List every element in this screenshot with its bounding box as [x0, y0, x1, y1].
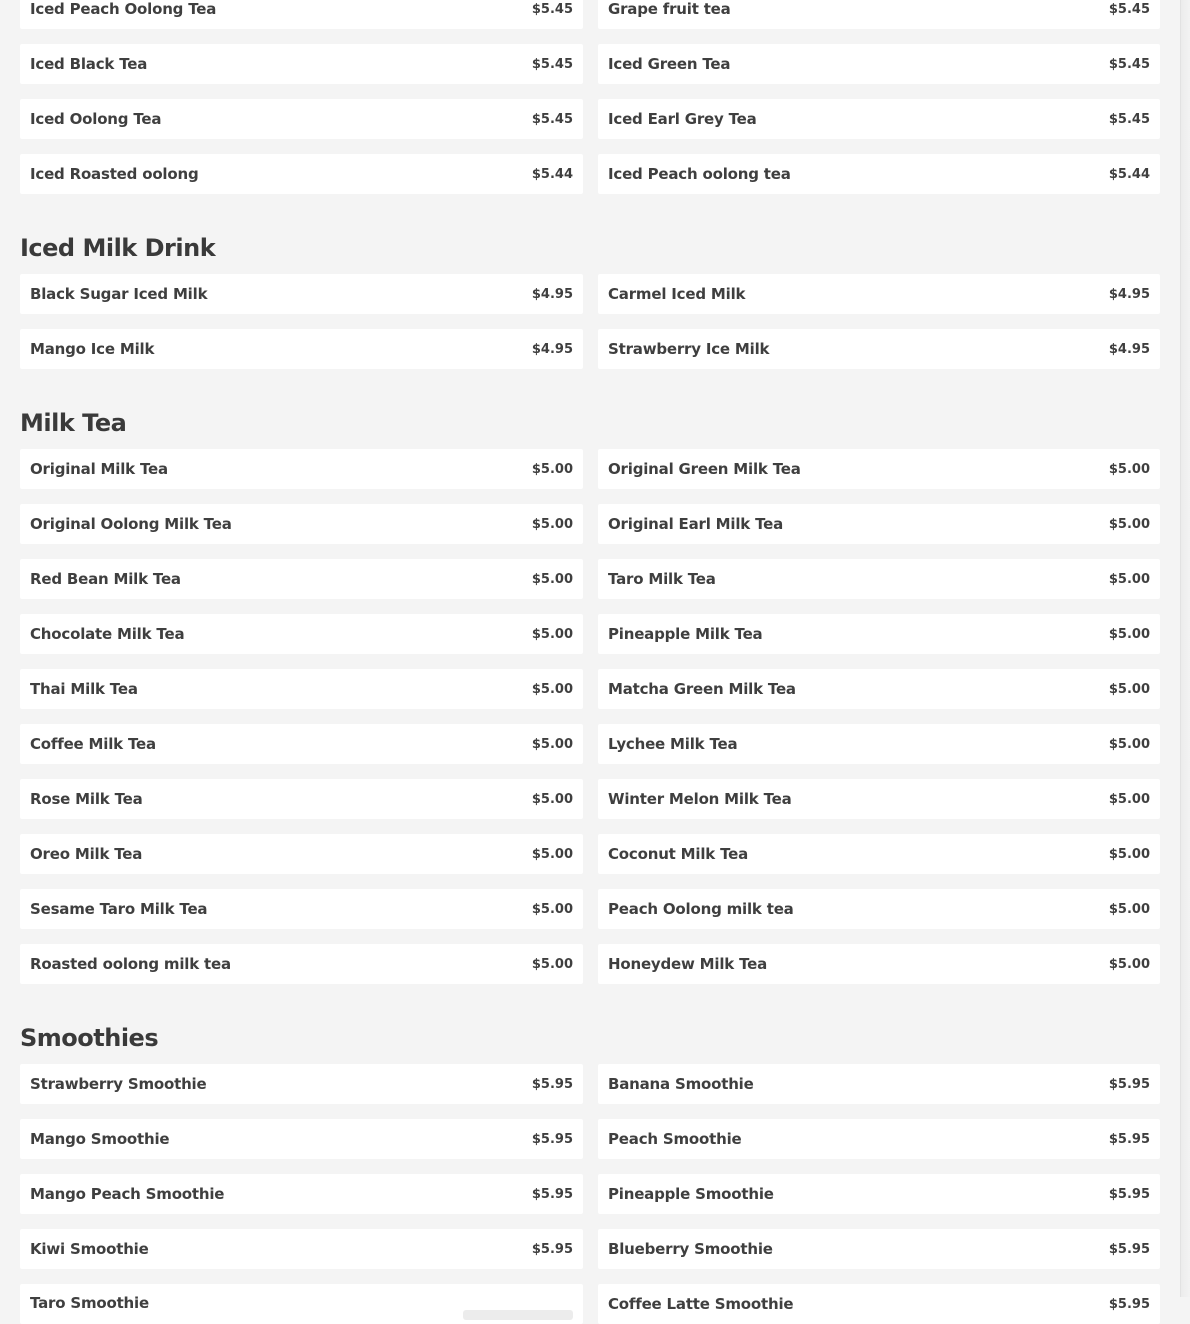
menu-item-name: Black Sugar Iced Milk — [30, 285, 208, 303]
menu-section — [0, 194, 1180, 369]
menu-items-grid — [20, 1064, 1160, 1324]
menu-item-price: $5.45 — [1108, 1, 1150, 17]
menu-item-name: Iced Peach oolong tea — [608, 165, 791, 183]
menu-item-name: Mango Peach Smoothie — [30, 1185, 225, 1203]
menu-item-price: $5.95 — [1108, 1131, 1150, 1147]
menu-item-price: $5.00 — [1108, 736, 1150, 752]
menu-item[interactable] — [20, 449, 583, 489]
menu-item-name: Original Oolong Milk Tea — [30, 515, 232, 533]
menu-item-name: Sesame Taro Milk Tea — [30, 900, 208, 918]
menu-item[interactable] — [598, 834, 1160, 874]
section-title: Iced Milk Drink — [20, 234, 216, 262]
menu-item-name: Original Green Milk Tea — [608, 460, 801, 478]
menu-item-price: $4.95 — [531, 341, 573, 357]
menu-item[interactable] — [598, 44, 1160, 84]
menu-item-name: Red Bean Milk Tea — [30, 570, 181, 588]
menu-item-price: $5.00 — [1108, 461, 1150, 477]
menu-items-grid — [20, 274, 1160, 369]
menu-item-price: $4.95 — [1108, 341, 1150, 357]
menu-item-price: $5.95 — [1108, 1296, 1150, 1312]
menu-item-price: $5.00 — [1108, 956, 1150, 972]
menu-item[interactable] — [20, 1119, 583, 1159]
menu-item[interactable] — [20, 614, 583, 654]
menu-section — [0, 984, 1180, 1324]
menu-item[interactable] — [20, 329, 583, 369]
menu-item-name: Banana Smoothie — [608, 1075, 754, 1093]
menu-item[interactable] — [20, 154, 583, 194]
menu-item-price: $5.00 — [1108, 516, 1150, 532]
menu-item-name: Carmel Iced Milk — [608, 285, 746, 303]
menu-item-price: $5.95 — [1108, 1241, 1150, 1257]
menu-item-name: Thai Milk Tea — [30, 680, 138, 698]
menu-item-name: Kiwi Smoothie — [30, 1240, 149, 1258]
menu-item[interactable] — [598, 504, 1160, 544]
menu-item-price: $5.95 — [531, 1241, 573, 1257]
menu-item[interactable] — [20, 834, 583, 874]
menu-item-name: Oreo Milk Tea — [30, 845, 143, 863]
section-title: Smoothies — [20, 1024, 159, 1052]
menu-item[interactable] — [598, 559, 1160, 599]
menu-item-price: $5.00 — [1108, 626, 1150, 642]
menu-item[interactable] — [598, 1229, 1160, 1269]
menu-item-name: Coconut Milk Tea — [608, 845, 749, 863]
menu-item-name: Iced Peach Oolong Tea — [30, 0, 217, 18]
menu-item[interactable] — [20, 1229, 583, 1269]
menu-item-name: Winter Melon Milk Tea — [608, 790, 792, 808]
menu-item-price: $5.00 — [531, 461, 573, 477]
menu-item-name: Peach Smoothie — [608, 1130, 742, 1148]
menu-item-price: $5.45 — [1108, 56, 1150, 72]
menu-item-price: $5.95 — [531, 1076, 573, 1092]
menu-item-price: $5.00 — [1108, 901, 1150, 917]
menu-item[interactable] — [598, 779, 1160, 819]
menu-item-name: Original Earl Milk Tea — [608, 515, 784, 533]
menu-item[interactable] — [598, 669, 1160, 709]
menu-item-name: Chocolate Milk Tea — [30, 625, 185, 643]
menu-item[interactable] — [598, 614, 1160, 654]
section-title: Milk Tea — [20, 409, 127, 437]
menu-item[interactable] — [20, 779, 583, 819]
menu-item-name: Coffee Milk Tea — [30, 735, 156, 753]
menu-item-price: $5.95 — [531, 1131, 573, 1147]
page-scrollbar[interactable] — [1180, 0, 1190, 1297]
menu-item-price: $5.00 — [531, 956, 573, 972]
menu-item-price: $5.00 — [531, 516, 573, 532]
menu-item-price: $5.00 — [531, 791, 573, 807]
menu-item-name: Taro Milk Tea — [608, 570, 716, 588]
menu-item[interactable] — [598, 0, 1160, 29]
menu-items-grid — [20, 449, 1160, 984]
menu-item[interactable] — [20, 1174, 583, 1214]
menu-item-price: $5.45 — [531, 56, 573, 72]
menu-item[interactable] — [598, 274, 1160, 314]
menu-item-name: Lychee Milk Tea — [608, 735, 738, 753]
menu-item-name: Mango Smoothie — [30, 1130, 170, 1148]
menu-item-price: $5.00 — [1108, 681, 1150, 697]
menu-item[interactable] — [598, 154, 1160, 194]
menu-item[interactable] — [20, 889, 583, 929]
menu-item-price: $5.00 — [531, 901, 573, 917]
menu-item-price: $5.45 — [531, 1, 573, 17]
menu-item[interactable] — [598, 1064, 1160, 1104]
menu-item-name: Peach Oolong milk tea — [608, 900, 794, 918]
menu-item-price: $5.00 — [531, 626, 573, 642]
menu-item-price: $5.45 — [531, 111, 573, 127]
menu-item[interactable] — [20, 1284, 583, 1324]
menu-item-price: $5.00 — [531, 736, 573, 752]
menu-item-name: Blueberry Smoothie — [608, 1240, 773, 1258]
menu-item[interactable] — [20, 274, 583, 314]
menu-item-name: Iced Earl Grey Tea — [608, 110, 757, 128]
menu-item-name: Pineapple Smoothie — [608, 1185, 774, 1203]
menu-item-name: Mango Ice Milk — [30, 340, 155, 358]
menu-item-price: $5.45 — [1108, 111, 1150, 127]
menu-item-name: Iced Green Tea — [608, 55, 731, 73]
menu-item-price: $5.95 — [1108, 1076, 1150, 1092]
menu-item[interactable] — [598, 329, 1160, 369]
menu-item[interactable] — [598, 1284, 1160, 1324]
menu-item-name: Honeydew Milk Tea — [608, 955, 768, 973]
menu-item-name: Rose Milk Tea — [30, 790, 143, 808]
menu-section — [0, 369, 1180, 984]
menu-item-name: Iced Black Tea — [30, 55, 148, 73]
menu-item[interactable] — [20, 559, 583, 599]
menu-item[interactable] — [20, 504, 583, 544]
menu-item[interactable] — [598, 449, 1160, 489]
menu-item-price: $5.00 — [1108, 846, 1150, 862]
menu-item-price: $5.00 — [1108, 571, 1150, 587]
menu-item[interactable] — [20, 724, 583, 764]
menu-item-price: $4.95 — [1108, 286, 1150, 302]
price-placeholder — [463, 1310, 573, 1320]
menu-item[interactable] — [598, 944, 1160, 984]
menu-item-price: $5.00 — [531, 681, 573, 697]
menu-item-price: $5.00 — [531, 846, 573, 862]
menu-items-grid — [20, 0, 1160, 194]
menu-section — [0, 0, 1180, 194]
menu-item-name: Strawberry Smoothie — [30, 1075, 207, 1093]
menu-item[interactable] — [20, 944, 583, 984]
menu-item[interactable] — [20, 44, 583, 84]
menu-item-price: $5.44 — [531, 166, 573, 182]
menu-item-name: Grape fruit tea — [608, 0, 731, 18]
menu-item[interactable] — [598, 1174, 1160, 1214]
menu-item[interactable] — [20, 669, 583, 709]
menu-item-name: Iced Roasted oolong — [30, 165, 199, 183]
menu-item-name: Coffee Latte Smoothie — [608, 1295, 794, 1313]
menu-item-price: $4.95 — [531, 286, 573, 302]
menu-item[interactable] — [598, 1119, 1160, 1159]
menu-item[interactable] — [20, 0, 583, 29]
menu-item-name: Strawberry Ice Milk — [608, 340, 770, 358]
menu-item-name: Original Milk Tea — [30, 460, 168, 478]
menu-item-price: $5.00 — [531, 571, 573, 587]
menu-item-name: Roasted oolong milk tea — [30, 955, 231, 973]
menu-item[interactable] — [20, 99, 583, 139]
menu-item[interactable] — [598, 724, 1160, 764]
menu-item-name: Pineapple Milk Tea — [608, 625, 763, 643]
menu-item-price: $5.95 — [531, 1186, 573, 1202]
menu-item-price: $5.00 — [1108, 791, 1150, 807]
menu-item-name: Iced Oolong Tea — [30, 110, 162, 128]
menu-item-price: $5.95 — [1108, 1186, 1150, 1202]
menu-item[interactable] — [598, 99, 1160, 139]
menu-item-name: Taro Smoothie — [30, 1294, 149, 1312]
menu-item[interactable] — [598, 889, 1160, 929]
menu-item-price: $5.44 — [1108, 166, 1150, 182]
menu-item[interactable] — [20, 1064, 583, 1104]
menu-item-name: Matcha Green Milk Tea — [608, 680, 796, 698]
